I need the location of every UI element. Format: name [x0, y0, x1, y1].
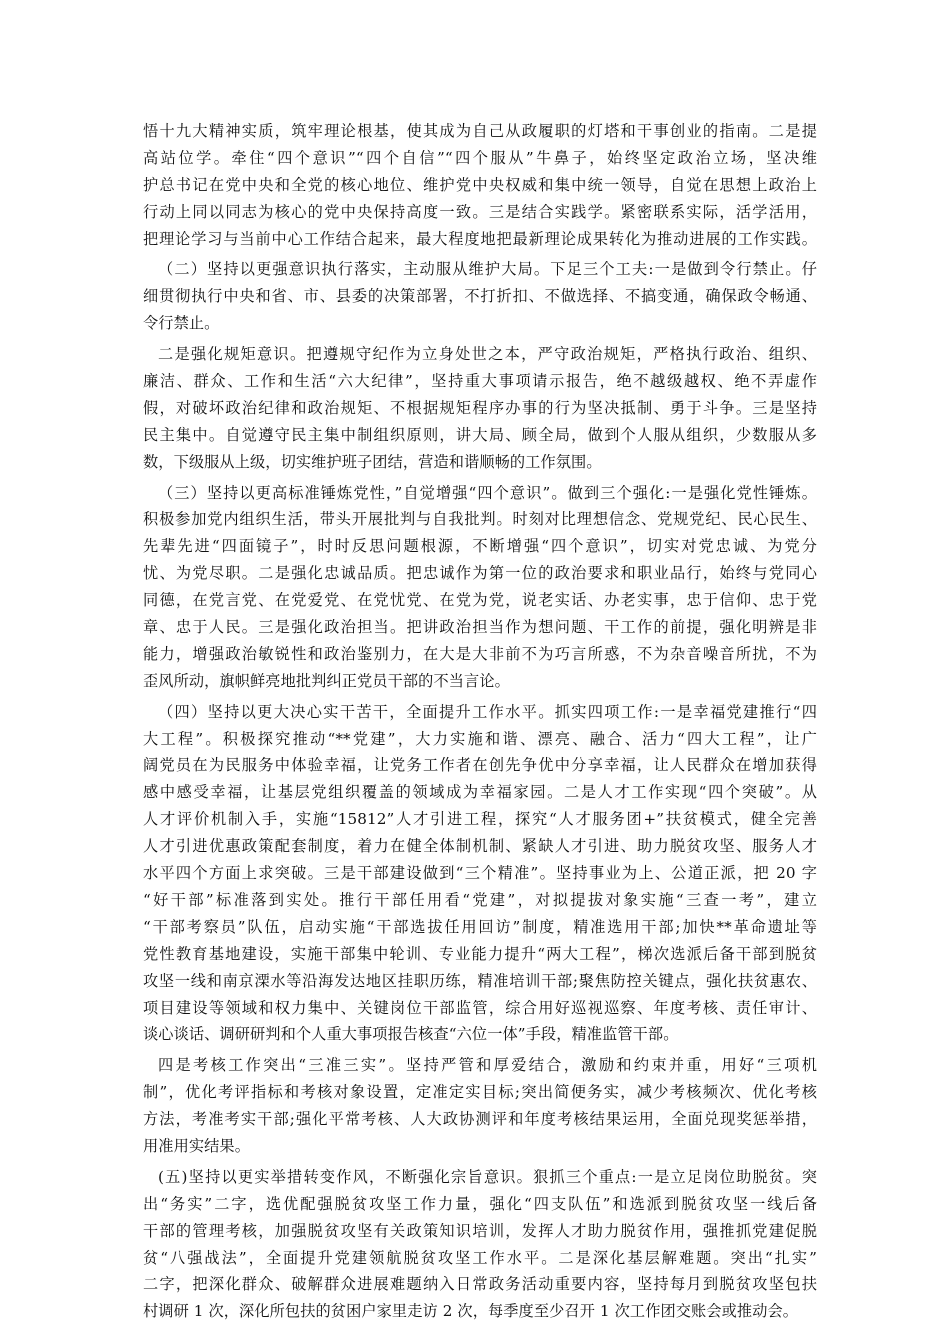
text-line: 用准用实结果。: [143, 1136, 251, 1155]
text-line: （二）坚持以更强意识执行落实，主动服从维护大局。下足三个工夫:一是做到令行禁止。仔: [158, 260, 817, 279]
paragraph-section-2: [143, 256, 817, 337]
text-line: 假，对破坏政治纪律和政治规矩、不根据规矩程序办事的行为坚决抵制、勇于斗争。三是坚持: [143, 398, 817, 417]
text-line: 阔党员在为民服务中体验幸福，让党务工作者在创先争优中分享幸福，让人民群众在增加获得: [143, 756, 817, 775]
text-line: 项目建设等领域和权力集中、关键岗位干部监管，综合用好巡视巡察、年度考核、责任审计、: [143, 998, 817, 1017]
text-line: 数，下级服从上级，切实维护班子团结，营造和谐顺畅的工作氛围。: [143, 452, 602, 471]
text-line: 大工程”。积极探究推动“**党建”，大力实施和谐、漂亮、融合、活力“四大工程”，让广: [143, 729, 817, 748]
text-line: 高站位学。牵住“四个意识”“四个自信”“四个服从”牛鼻子，始终坚定政治立场，坚决维: [143, 148, 817, 167]
text-line: 护总书记在党中央和全党的核心地位、维护党中央权威和集中统一领导，自觉在思想上政治上: [143, 175, 817, 194]
paragraph-rules: [143, 341, 817, 475]
text-line: 人才引进优惠政策配套制度，着力在健全体制机制、紧缺人才引进、助力脱贫攻坚、服务人才: [143, 837, 817, 856]
text-line: 同德，在党言党、在党爱党、在党忧党、在党为党，说老实话、办老实事，忠于信仰、忠于党: [143, 591, 817, 610]
text-line: 积极参加党内组织生活，带头开展批判与自我批判。时刻对比理想信念、党规党纪、民心民生、: [143, 510, 817, 529]
text-line: 廉洁、群众、工作和生活“六大纪律”，坚持重大事项请示报告，绝不越级越权、绝不弄虚作: [143, 372, 817, 391]
text-line: 二是强化规矩意识。把遵规守纪作为立身处世之本，严守政治规矩，严格执行政治、组织、: [158, 345, 817, 364]
text-line: 党性教育基地建设，实施干部集中轮训、专业能力提升“两大工程”，梯次选派后备干部到脱贫: [143, 944, 817, 963]
text-line: 水平四个方面上求突破。三是干部建设做到“三个精准”。坚持事业为上、公道正派，把 20 字: [143, 864, 817, 883]
paragraph-study: [143, 118, 817, 252]
text-line: 行动上同以同志为核心的党中央保持高度一致。三是结合实践学。紧密联系实际，活学活用，: [143, 202, 817, 221]
text-line: 感中感受幸福，让基层党组织覆盖的领域成为幸福家园。二是人才工作实现“四个突破”。从: [143, 783, 817, 802]
text-line: 攻坚一线和南京溧水等沿海发达地区挂职历练，精准培训干部;聚焦防控关键点，强化扶贫惠农、: [143, 971, 817, 990]
text-line: 方法，考准考实干部;强化平常考核、人大政协测评和年度考核结果运用，全面兑现奖惩举措，: [143, 1110, 817, 1129]
text-line: 把理论学习与当前中心工作结合起来，最大程度地把最新理论成果转化为推动进展的工作实践。: [143, 229, 817, 248]
text-line: (五)坚持以更实举措转变作风，不断强化宗旨意识。狠抓三个重点:一是立足岗位助脱贫。突: [158, 1167, 817, 1186]
paragraph-section-4: [143, 699, 817, 1049]
text-line: “干部考察员”队伍，启动实施“干部选拔任用回访”制度，精准选用干部;加快**革命遗址等: [143, 917, 817, 936]
text-line: 人才评价机制入手，实施“15812”人才引进工程，探究“人才服务团+”扶贫模式，健全完善: [143, 810, 817, 829]
text-line: 章、忠于人民。三是强化政治担当。把讲政治担当作为想问题、干工作的前提，强化明辨是非: [143, 618, 817, 637]
text-line: 干部的管理考核，加强脱贫攻坚有关政策知识培训，发挥人才助力脱贫作用，强推抓党建促脱: [143, 1221, 817, 1240]
text-line: 能力，增强政治敏锐性和政治鉴别力，在大是大非前不为巧言所惑，不为杂音噪音所扰，不为: [143, 644, 817, 663]
text-line: 四是考核工作突出“三准三实”。坚持严管和厚爱结合，激励和约束并重，用好“三项机: [158, 1056, 817, 1075]
document-page: [143, 118, 817, 1325]
text-line: 出“务实”二字，选优配强脱贫攻坚工作力量，强化“四支队伍”和选派到脱贫攻坚一线后备: [143, 1194, 817, 1213]
text-line: 悟十九大精神实质，筑牢理论根基，使其成为自己从政履职的灯塔和干事创业的指南。二是提: [143, 122, 817, 140]
paragraph-section-3: [143, 480, 817, 695]
text-line: 村调研 1 次，深化所包扶的贫困户家里走访 2 次，每季度至少召开 1 次工作团交账会或推动会。: [143, 1302, 799, 1321]
text-line: 制”，优化考评指标和考核对象设置，定准定实目标;突出简便务实，减少考核频次、优化考核: [143, 1083, 817, 1102]
text-line: 忧、为党尽职。二是强化忠诚品质。把忠诚作为第一位的政治要求和职业品行，始终与党同心: [143, 564, 817, 583]
text-line: 谈心谈话、调研研判和个人重大事项报告核查“六位一体”手段，精准监管干部。: [143, 1025, 679, 1044]
text-line: 民主集中。自觉遵守民主集中制组织原则，讲大局、顾全局，做到个人服从组织，少数服从多: [143, 425, 817, 444]
text-line: 二字，把深化群众、破解群众进展难题纳入日常政务活动重要内容，坚持每月到脱贫攻坚包扶: [143, 1275, 817, 1294]
text-line: 先辈先进“四面镜子”，时时反思问题根源，不断增强“四个意识”，切实对党忠诚、为党分: [143, 537, 817, 556]
text-line: 歪风所动，旗帜鲜亮地批判纠正党员干部的不当言论。: [143, 671, 510, 690]
text-line: （四）坚持以更大决心实干苦干，全面提升工作水平。抓实四项工作:一是幸福党建推行“四: [158, 702, 817, 721]
text-line: （三）坚持以更高标准锤炼党性，”自觉增强“四个意识”。做到三个强化:一是强化党性锤炼。: [158, 483, 817, 502]
paragraph-assessment: [143, 1052, 817, 1160]
text-line: 贫“八强战法”，全面提升党建领航脱贫攻坚工作水平。二是深化基层解难题。突出“扎实”: [143, 1248, 817, 1267]
paragraph-section-5: [143, 1164, 817, 1325]
text-line: “好干部”标准落到实处。推行干部任用看“党建”，对拟提拔对象实施“三查一考”，建立: [143, 890, 817, 909]
text-line: 令行禁止。: [143, 314, 220, 333]
text-line: 细贯彻执行中央和省、市、县委的决策部署，不打折扣、不做选择、不搞变通，确保政令畅通、: [143, 287, 817, 306]
